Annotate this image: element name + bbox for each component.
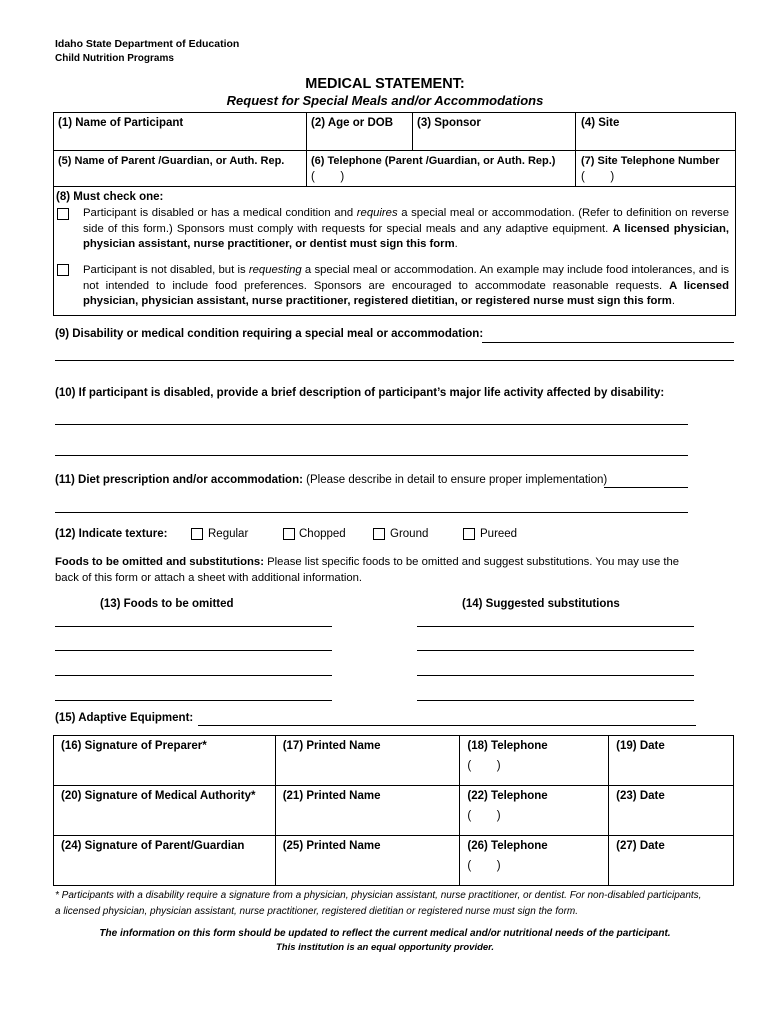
- medical-authority-printed-name-field[interactable]: (21) Printed Name: [275, 786, 460, 836]
- site-telephone-area-code: ( ): [581, 171, 615, 183]
- parent-signature-field[interactable]: (24) Signature of Parent/Guardian: [54, 836, 276, 886]
- sponsor-field[interactable]: (3) Sponsor: [417, 117, 481, 129]
- texture-chopped-label: Chopped: [299, 528, 346, 540]
- texture-chopped-checkbox[interactable]: [283, 528, 295, 540]
- adaptive-equipment-input[interactable]: [198, 725, 696, 726]
- diet-prescription-label: (11) Diet prescription and/or accommodation: (Please describe in detail to ensure proper implementation): [55, 474, 608, 486]
- diet-prescription-input[interactable]: [604, 487, 688, 488]
- signature-table: [53, 735, 734, 886]
- texture-label: (12) Indicate texture:: [55, 528, 168, 540]
- form-subtitle: Request for Special Meals and/or Accommodations: [226, 93, 544, 108]
- parent-name-field[interactable]: (5) Name of Parent /Guardian, or Auth. Rep.: [58, 155, 285, 167]
- foods-instructions: Foods to be omitted and substitutions: Please list specific foods to be omitted and suggest substitutions. You may use the back of this form or attach a sheet with additional information.: [55, 556, 680, 584]
- omitted-food-line-2[interactable]: [55, 650, 332, 651]
- omitted-food-line-4[interactable]: [55, 700, 332, 701]
- texture-regular-label: Regular: [208, 528, 249, 540]
- disability-condition-line-2[interactable]: [55, 360, 734, 361]
- texture-pureed-checkbox[interactable]: [463, 528, 475, 540]
- substitution-line-1[interactable]: [417, 626, 694, 627]
- medical-authority-date-field[interactable]: (23) Date: [609, 786, 734, 836]
- not-disabled-option-text: Participant is not disabled, but is requesting a special meal or accommodation. An example may include food intolerances, and is not intended to include food preferences. Sponsors are encouraged to accommodate reasonable requests. A licensed physician, physician assistant, nurse practitioner, registered dietitian, or registered nurse must sign this form.: [83, 264, 729, 307]
- disability-condition-label: (9) Disability or medical condition requiring a special meal or accommodation:: [55, 328, 484, 340]
- disability-condition-input[interactable]: [482, 342, 734, 343]
- substitution-line-4[interactable]: [417, 700, 694, 701]
- footer-update-notice: The information on this form should be updated to reflect the current medical and/or nutritional needs of the participant.: [99, 928, 671, 939]
- site-telephone-field[interactable]: (7) Site Telephone Number: [581, 155, 720, 167]
- parent-printed-name-field[interactable]: (25) Printed Name: [275, 836, 460, 886]
- not-disabled-checkbox[interactable]: [57, 264, 69, 276]
- footer-equal-opportunity: This institution is an equal opportunity provider.: [276, 942, 494, 953]
- form-title: MEDICAL STATEMENT:: [305, 76, 465, 92]
- parent-date-field[interactable]: (27) Date: [609, 836, 734, 886]
- site-field[interactable]: (4) Site: [581, 117, 620, 129]
- texture-ground-checkbox[interactable]: [373, 528, 385, 540]
- omitted-food-line-3[interactable]: [55, 675, 332, 676]
- texture-regular-checkbox[interactable]: [191, 528, 203, 540]
- medical-authority-telephone-field[interactable]: (22) Telephone ( ): [460, 786, 609, 836]
- preparer-date-field[interactable]: (19) Date: [609, 736, 734, 786]
- preparer-signature-field[interactable]: (16) Signature of Preparer*: [54, 736, 276, 786]
- adaptive-equipment-label: (15) Adaptive Equipment:: [55, 712, 194, 724]
- telephone-field[interactable]: (6) Telephone (Parent /Guardian, or Auth. Rep.): [311, 155, 556, 167]
- participant-name-field[interactable]: (1) Name of Participant: [58, 117, 184, 129]
- suggested-substitutions-header: (14) Suggested substitutions: [462, 598, 620, 610]
- texture-pureed-label: Pureed: [480, 528, 518, 540]
- disabled-checkbox[interactable]: [57, 208, 69, 220]
- substitution-line-2[interactable]: [417, 650, 694, 651]
- must-check-label: (8) Must check one:: [56, 191, 164, 203]
- program-name: Child Nutrition Programs: [55, 53, 174, 64]
- telephone-area-code: ( ): [311, 171, 345, 183]
- disabled-option-text: Participant is disabled or has a medical condition and requires a special meal or accommodation. (Refer to definition on reverse side of this form.) Sponsors must comply with requests for special meals and any adaptive equipment. A licensed physician, physician assistant, nurse practitioner, or dentist must sign this form.: [83, 207, 729, 250]
- preparer-telephone-field[interactable]: (18) Telephone ( ): [460, 736, 609, 786]
- omitted-food-line-1[interactable]: [55, 626, 332, 627]
- texture-ground-label: Ground: [390, 528, 429, 540]
- age-dob-field[interactable]: (2) Age or DOB: [311, 117, 393, 129]
- life-activity-label: (10) If participant is disabled, provide a brief description of participant’s major life activity affected by disability:: [55, 387, 665, 399]
- foods-omitted-header: (13) Foods to be omitted: [100, 598, 234, 610]
- diet-prescription-line-2[interactable]: [55, 512, 688, 513]
- agency-name: Idaho State Department of Education: [55, 38, 240, 50]
- life-activity-line-2[interactable]: [55, 455, 688, 456]
- preparer-printed-name-field[interactable]: (17) Printed Name: [275, 736, 460, 786]
- footnote: * Participants with a disability require a signature from a physician, physician assistant, nurse practitioner, or dentist. For non-disabled participants, a licensed physician, physician assistant, nurse practitioner, registered dietitian or registered nurse must sign the form.: [55, 890, 702, 917]
- substitution-line-3[interactable]: [417, 675, 694, 676]
- medical-authority-signature-field[interactable]: (20) Signature of Medical Authority*: [54, 786, 276, 836]
- life-activity-line-1[interactable]: [55, 424, 688, 425]
- parent-telephone-field[interactable]: (26) Telephone ( ): [460, 836, 609, 886]
